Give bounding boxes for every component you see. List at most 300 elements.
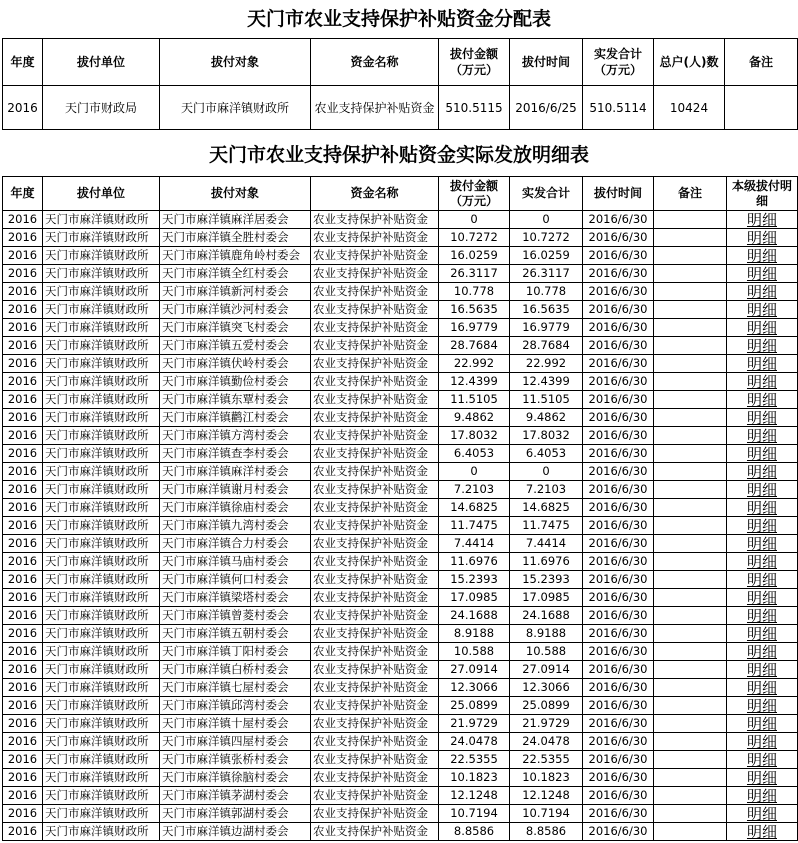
payer-cell: 天门市麻洋镇财政所 xyxy=(43,301,160,319)
detail-link[interactable]: 明细 xyxy=(727,499,798,517)
recipient-cell: 天门市麻洋镇曾菱村委会 xyxy=(160,607,311,625)
recipient-cell: 天门市麻洋镇麻洋村委会 xyxy=(160,463,311,481)
payer-cell: 天门市麻洋镇财政所 xyxy=(43,391,160,409)
paid-total-cell: 22.992 xyxy=(510,355,583,373)
remarks-cell xyxy=(654,427,727,445)
recipient-cell: 天门市麻洋镇马庙村委会 xyxy=(160,553,311,571)
remarks-cell xyxy=(654,823,727,841)
recipient-cell: 天门市麻洋镇鹿角岭村委会 xyxy=(160,247,311,265)
detail-link[interactable]: 明细 xyxy=(727,769,798,787)
fund-name-cell: 农业支持保护补贴资金 xyxy=(311,553,439,571)
recipient-cell: 天门市麻洋镇十屋村委会 xyxy=(160,715,311,733)
table-row xyxy=(3,355,798,373)
year-cell: 2016 xyxy=(3,499,43,517)
paid-total-cell: 10.778 xyxy=(510,283,583,301)
amount-cell: 7.2103 xyxy=(439,481,510,499)
fund-name-cell: 农业支持保护补贴资金 xyxy=(311,337,439,355)
detail-link[interactable]: 明细 xyxy=(727,373,798,391)
fund-name-cell: 农业支持保护补贴资金 xyxy=(311,463,439,481)
payer-cell: 天门市麻洋镇财政所 xyxy=(43,535,160,553)
detail-link[interactable]: 明细 xyxy=(727,427,798,445)
amount-cell: 25.0899 xyxy=(439,697,510,715)
payer-cell: 天门市麻洋镇财政所 xyxy=(43,751,160,769)
paid-total-cell: 9.4862 xyxy=(510,409,583,427)
recipient-cell: 天门市麻洋镇沙河村委会 xyxy=(160,301,311,319)
detail-link[interactable]: 明细 xyxy=(727,751,798,769)
recipient-cell: 天门市麻洋镇郭湖村委会 xyxy=(160,805,311,823)
paid-total-cell: 8.8586 xyxy=(510,823,583,841)
payer-cell: 天门市麻洋镇财政所 xyxy=(43,589,160,607)
payer-cell: 天门市麻洋镇财政所 xyxy=(43,625,160,643)
fund-name-cell: 农业支持保护补贴资金 xyxy=(311,823,439,841)
table-row xyxy=(3,337,798,355)
fund-name-cell: 农业支持保护补贴资金 xyxy=(311,607,439,625)
detail-link[interactable]: 明细 xyxy=(727,823,798,841)
date-cell: 2016/6/30 xyxy=(583,715,654,733)
year-cell: 2016 xyxy=(3,229,43,247)
year-cell: 2016 xyxy=(3,607,43,625)
detail-link[interactable]: 明细 xyxy=(727,409,798,427)
amount-cell: 22.992 xyxy=(439,355,510,373)
paid-total-cell: 27.0914 xyxy=(510,661,583,679)
detail-link[interactable]: 明细 xyxy=(727,283,798,301)
recipient-cell: 天门市麻洋镇梁塔村委会 xyxy=(160,589,311,607)
remarks-cell xyxy=(654,535,727,553)
date-cell: 2016/6/30 xyxy=(583,517,654,535)
remarks-cell xyxy=(654,643,727,661)
table-row xyxy=(3,391,798,409)
remarks-cell xyxy=(654,409,727,427)
table-row xyxy=(3,499,798,517)
remarks-cell xyxy=(654,805,727,823)
detail-link[interactable]: 明细 xyxy=(727,697,798,715)
amount-cell: 6.4053 xyxy=(439,445,510,463)
detail-link[interactable]: 明细 xyxy=(727,679,798,697)
date-cell: 2016/6/30 xyxy=(583,751,654,769)
date-cell: 2016/6/30 xyxy=(583,229,654,247)
paid-total-cell: 24.0478 xyxy=(510,733,583,751)
date-cell: 2016/6/30 xyxy=(583,589,654,607)
paid-total-cell: 7.2103 xyxy=(510,481,583,499)
amount-cell: 16.0259 xyxy=(439,247,510,265)
payer-cell: 天门市麻洋镇财政所 xyxy=(43,823,160,841)
detail-link[interactable]: 明细 xyxy=(727,661,798,679)
year-cell: 2016 xyxy=(3,265,43,283)
detail-link[interactable]: 明细 xyxy=(727,589,798,607)
amount-cell: 26.3117 xyxy=(439,265,510,283)
summary-remarks xyxy=(725,86,798,130)
year-cell: 2016 xyxy=(3,733,43,751)
paid-total-cell: 16.0259 xyxy=(510,247,583,265)
recipient-cell: 天门市麻洋镇全胜村委会 xyxy=(160,229,311,247)
fund-name-cell: 农业支持保护补贴资金 xyxy=(311,481,439,499)
payer-cell: 天门市麻洋镇财政所 xyxy=(43,517,160,535)
recipient-cell: 天门市麻洋镇边湖村委会 xyxy=(160,823,311,841)
paid-total-cell: 12.1248 xyxy=(510,787,583,805)
year-cell: 2016 xyxy=(3,283,43,301)
amount-cell: 15.2393 xyxy=(439,571,510,589)
recipient-cell: 天门市麻洋镇徐脑村委会 xyxy=(160,769,311,787)
year-cell: 2016 xyxy=(3,787,43,805)
paid-total-cell: 24.1688 xyxy=(510,607,583,625)
date-cell: 2016/6/30 xyxy=(583,769,654,787)
payer-cell: 天门市麻洋镇财政所 xyxy=(43,409,160,427)
remarks-cell xyxy=(654,787,727,805)
detail-link[interactable]: 明细 xyxy=(727,445,798,463)
detail-link[interactable]: 明细 xyxy=(727,319,798,337)
paid-total-cell: 10.588 xyxy=(510,643,583,661)
paid-total-cell: 17.8032 xyxy=(510,427,583,445)
fund-name-cell: 农业支持保护补贴资金 xyxy=(311,301,439,319)
remarks-cell xyxy=(654,355,727,373)
col-header-remarks: 备注 xyxy=(725,39,798,86)
recipient-cell: 天门市麻洋镇邱湾村委会 xyxy=(160,697,311,715)
remarks-cell xyxy=(654,247,727,265)
payer-cell: 天门市麻洋镇财政所 xyxy=(43,643,160,661)
col-header-amount: 拔付金额（万元） xyxy=(439,39,510,86)
date-cell: 2016/6/30 xyxy=(583,211,654,229)
remarks-cell xyxy=(654,229,727,247)
paid-total-cell: 8.9188 xyxy=(510,625,583,643)
amount-cell: 12.4399 xyxy=(439,373,510,391)
col-header-fund-name: 资金名称 xyxy=(311,177,439,211)
table-row xyxy=(3,211,798,229)
payer-cell: 天门市麻洋镇财政所 xyxy=(43,805,160,823)
paid-total-cell: 11.7475 xyxy=(510,517,583,535)
detail-link[interactable]: 明细 xyxy=(727,805,798,823)
amount-cell: 0 xyxy=(439,211,510,229)
payer-cell: 天门市麻洋镇财政所 xyxy=(43,337,160,355)
col-header-payer: 拔付单位 xyxy=(43,39,160,86)
recipient-cell: 天门市麻洋镇谢月村委会 xyxy=(160,481,311,499)
paid-total-cell: 7.4414 xyxy=(510,535,583,553)
table-row xyxy=(3,463,798,481)
col-header-year: 年度 xyxy=(3,177,43,211)
detail-link[interactable]: 明细 xyxy=(727,643,798,661)
remarks-cell xyxy=(654,499,727,517)
table-row xyxy=(3,679,798,697)
remarks-cell xyxy=(654,553,727,571)
paid-total-cell: 21.9729 xyxy=(510,715,583,733)
detail-link[interactable]: 明细 xyxy=(727,481,798,499)
table-row xyxy=(3,661,798,679)
paid-total-cell: 0 xyxy=(510,211,583,229)
payer-cell: 天门市麻洋镇财政所 xyxy=(43,229,160,247)
payer-cell: 天门市麻洋镇财政所 xyxy=(43,499,160,517)
table-row xyxy=(3,625,798,643)
year-cell: 2016 xyxy=(3,553,43,571)
date-cell: 2016/6/30 xyxy=(583,301,654,319)
detail-link[interactable]: 明细 xyxy=(727,787,798,805)
year-cell: 2016 xyxy=(3,391,43,409)
payer-cell: 天门市麻洋镇财政所 xyxy=(43,247,160,265)
year-cell: 2016 xyxy=(3,517,43,535)
fund-name-cell: 农业支持保护补贴资金 xyxy=(311,409,439,427)
date-cell: 2016/6/30 xyxy=(583,265,654,283)
recipient-cell: 天门市麻洋镇突飞村委会 xyxy=(160,319,311,337)
recipient-cell: 天门市麻洋镇勤俭村委会 xyxy=(160,373,311,391)
paid-total-cell: 22.5355 xyxy=(510,751,583,769)
table-row xyxy=(3,373,798,391)
year-cell: 2016 xyxy=(3,535,43,553)
fund-name-cell: 农业支持保护补贴资金 xyxy=(311,715,439,733)
year-cell: 2016 xyxy=(3,337,43,355)
remarks-cell xyxy=(654,463,727,481)
recipient-cell: 天门市麻洋镇张桥村委会 xyxy=(160,751,311,769)
recipient-cell: 天门市麻洋镇新河村委会 xyxy=(160,283,311,301)
detail-link[interactable]: 明细 xyxy=(727,553,798,571)
payer-cell: 天门市麻洋镇财政所 xyxy=(43,715,160,733)
date-cell: 2016/6/30 xyxy=(583,679,654,697)
remarks-cell xyxy=(654,625,727,643)
year-cell: 2016 xyxy=(3,427,43,445)
fund-name-cell: 农业支持保护补贴资金 xyxy=(311,283,439,301)
detail-link[interactable]: 明细 xyxy=(727,229,798,247)
col-header-payer: 拔付单位 xyxy=(43,177,160,211)
date-cell: 2016/6/30 xyxy=(583,373,654,391)
year-cell: 2016 xyxy=(3,373,43,391)
date-cell: 2016/6/30 xyxy=(583,643,654,661)
fund-name-cell: 农业支持保护补贴资金 xyxy=(311,787,439,805)
fund-name-cell: 农业支持保护补贴资金 xyxy=(311,751,439,769)
detail-link[interactable]: 明细 xyxy=(727,247,798,265)
year-cell: 2016 xyxy=(3,751,43,769)
detail-link[interactable]: 明细 xyxy=(727,715,798,733)
amount-cell: 28.7684 xyxy=(439,337,510,355)
year-cell: 2016 xyxy=(3,823,43,841)
table-row xyxy=(3,805,798,823)
amount-cell: 7.4414 xyxy=(439,535,510,553)
remarks-cell xyxy=(654,445,727,463)
date-cell: 2016/6/30 xyxy=(583,481,654,499)
year-cell: 2016 xyxy=(3,769,43,787)
remarks-cell xyxy=(654,337,727,355)
date-cell: 2016/6/30 xyxy=(583,823,654,841)
date-cell: 2016/6/30 xyxy=(583,607,654,625)
paid-total-cell: 11.6976 xyxy=(510,553,583,571)
year-cell: 2016 xyxy=(3,589,43,607)
col-header-year: 年度 xyxy=(3,39,43,86)
date-cell: 2016/6/30 xyxy=(583,283,654,301)
year-cell: 2016 xyxy=(3,463,43,481)
detail-link[interactable]: 明细 xyxy=(727,733,798,751)
table-row xyxy=(3,427,798,445)
table-row xyxy=(3,535,798,553)
detail-link[interactable]: 明细 xyxy=(727,355,798,373)
year-cell: 2016 xyxy=(3,247,43,265)
paid-total-cell: 6.4053 xyxy=(510,445,583,463)
paid-total-cell: 11.5105 xyxy=(510,391,583,409)
recipient-cell: 天门市麻洋镇查李村委会 xyxy=(160,445,311,463)
fund-name-cell: 农业支持保护补贴资金 xyxy=(311,769,439,787)
payer-cell: 天门市麻洋镇财政所 xyxy=(43,481,160,499)
detail-link[interactable]: 明细 xyxy=(727,535,798,553)
amount-cell: 10.778 xyxy=(439,283,510,301)
col-header-detail-link: 本级拔付明细 xyxy=(727,177,798,211)
detail-table xyxy=(2,176,798,841)
year-cell: 2016 xyxy=(3,805,43,823)
fund-name-cell: 农业支持保护补贴资金 xyxy=(311,733,439,751)
table-row xyxy=(3,607,798,625)
year-cell: 2016 xyxy=(3,481,43,499)
payer-cell: 天门市麻洋镇财政所 xyxy=(43,571,160,589)
amount-cell: 11.5105 xyxy=(439,391,510,409)
detail-link[interactable]: 明细 xyxy=(727,625,798,643)
col-header-remarks: 备注 xyxy=(654,177,727,211)
summary-table xyxy=(2,38,798,130)
recipient-cell: 天门市麻洋镇七屋村委会 xyxy=(160,679,311,697)
date-cell: 2016/6/30 xyxy=(583,337,654,355)
detail-title: 天门市农业支持保护补贴资金实际发放明细表 xyxy=(208,144,589,166)
recipient-cell: 天门市麻洋镇鹳江村委会 xyxy=(160,409,311,427)
fund-name-cell: 农业支持保护补贴资金 xyxy=(311,427,439,445)
payer-cell: 天门市麻洋镇财政所 xyxy=(43,373,160,391)
date-cell: 2016/6/30 xyxy=(583,355,654,373)
amount-cell: 12.3066 xyxy=(439,679,510,697)
fund-name-cell: 农业支持保护补贴资金 xyxy=(311,499,439,517)
year-cell: 2016 xyxy=(3,643,43,661)
table-row xyxy=(3,229,798,247)
fund-name-cell: 农业支持保护补贴资金 xyxy=(311,643,439,661)
detail-link[interactable]: 明细 xyxy=(727,211,798,229)
paid-total-cell: 17.0985 xyxy=(510,589,583,607)
remarks-cell xyxy=(654,769,727,787)
year-cell: 2016 xyxy=(3,355,43,373)
amount-cell: 22.5355 xyxy=(439,751,510,769)
detail-link[interactable]: 明细 xyxy=(727,301,798,319)
paid-total-cell: 12.4399 xyxy=(510,373,583,391)
date-cell: 2016/6/30 xyxy=(583,733,654,751)
recipient-cell: 天门市麻洋镇四屋村委会 xyxy=(160,733,311,751)
table-row xyxy=(3,787,798,805)
fund-name-cell: 农业支持保护补贴资金 xyxy=(311,571,439,589)
table-row xyxy=(3,733,798,751)
detail-link[interactable]: 明细 xyxy=(727,517,798,535)
payer-cell: 天门市麻洋镇财政所 xyxy=(43,283,160,301)
detail-table-body xyxy=(3,211,798,841)
detail-link[interactable]: 明细 xyxy=(727,463,798,481)
year-cell: 2016 xyxy=(3,697,43,715)
remarks-cell xyxy=(654,319,727,337)
col-header-recipient: 拔付对象 xyxy=(160,39,311,86)
recipient-cell: 天门市麻洋镇麻洋居委会 xyxy=(160,211,311,229)
table-row xyxy=(3,715,798,733)
col-header-date: 拔付时间 xyxy=(583,177,654,211)
amount-cell: 17.8032 xyxy=(439,427,510,445)
fund-name-cell: 农业支持保护补贴资金 xyxy=(311,679,439,697)
summary-fund-name: 农业支持保护补贴资金 xyxy=(311,86,439,130)
date-cell: 2016/6/30 xyxy=(583,427,654,445)
amount-cell: 12.1248 xyxy=(439,787,510,805)
table-row xyxy=(3,409,798,427)
remarks-cell xyxy=(654,517,727,535)
summary-amount: 510.5115 xyxy=(439,86,510,130)
paid-total-cell: 25.0899 xyxy=(510,697,583,715)
year-cell: 2016 xyxy=(3,211,43,229)
date-cell: 2016/6/30 xyxy=(583,247,654,265)
paid-total-cell: 14.6825 xyxy=(510,499,583,517)
payer-cell: 天门市麻洋镇财政所 xyxy=(43,355,160,373)
date-cell: 2016/6/30 xyxy=(583,625,654,643)
remarks-cell xyxy=(654,697,727,715)
remarks-cell xyxy=(654,751,727,769)
fund-name-cell: 农业支持保护补贴资金 xyxy=(311,697,439,715)
table-row xyxy=(3,301,798,319)
paid-total-cell: 16.5635 xyxy=(510,301,583,319)
recipient-cell: 天门市麻洋镇茅湖村委会 xyxy=(160,787,311,805)
amount-cell: 27.0914 xyxy=(439,661,510,679)
remarks-cell xyxy=(654,733,727,751)
amount-cell: 16.5635 xyxy=(439,301,510,319)
payer-cell: 天门市麻洋镇财政所 xyxy=(43,733,160,751)
detail-header-row xyxy=(3,177,798,211)
fund-name-cell: 农业支持保护补贴资金 xyxy=(311,535,439,553)
detail-link[interactable]: 明细 xyxy=(727,265,798,283)
paid-total-cell: 10.1823 xyxy=(510,769,583,787)
year-cell: 2016 xyxy=(3,661,43,679)
fund-name-cell: 农业支持保护补贴资金 xyxy=(311,625,439,643)
paid-total-cell: 26.3117 xyxy=(510,265,583,283)
payer-cell: 天门市麻洋镇财政所 xyxy=(43,697,160,715)
year-cell: 2016 xyxy=(3,679,43,697)
fund-name-cell: 农业支持保护补贴资金 xyxy=(311,247,439,265)
col-header-paid-total: 实发合计（万元） xyxy=(583,39,654,86)
paid-total-cell: 0 xyxy=(510,463,583,481)
table-row xyxy=(3,247,798,265)
fund-name-cell: 农业支持保护补贴资金 xyxy=(311,661,439,679)
col-header-fund-name: 资金名称 xyxy=(311,39,439,86)
amount-cell: 21.9729 xyxy=(439,715,510,733)
table-row xyxy=(3,265,798,283)
date-cell: 2016/6/30 xyxy=(583,805,654,823)
recipient-cell: 天门市麻洋镇东覃村委会 xyxy=(160,391,311,409)
detail-link[interactable]: 明细 xyxy=(727,391,798,409)
table-row xyxy=(3,283,798,301)
fund-name-cell: 农业支持保护补贴资金 xyxy=(311,265,439,283)
remarks-cell xyxy=(654,391,727,409)
payer-cell: 天门市麻洋镇财政所 xyxy=(43,445,160,463)
detail-link[interactable]: 明细 xyxy=(727,607,798,625)
paid-total-cell: 10.7194 xyxy=(510,805,583,823)
paid-total-cell: 10.7272 xyxy=(510,229,583,247)
amount-cell: 16.9779 xyxy=(439,319,510,337)
payer-cell: 天门市麻洋镇财政所 xyxy=(43,661,160,679)
date-cell: 2016/6/30 xyxy=(583,445,654,463)
year-cell: 2016 xyxy=(3,445,43,463)
detail-link[interactable]: 明细 xyxy=(727,571,798,589)
recipient-cell: 天门市麻洋镇全红村委会 xyxy=(160,265,311,283)
amount-cell: 8.8586 xyxy=(439,823,510,841)
col-header-recipient: 拔付对象 xyxy=(160,177,311,211)
amount-cell: 17.0985 xyxy=(439,589,510,607)
payer-cell: 天门市麻洋镇财政所 xyxy=(43,787,160,805)
remarks-cell xyxy=(654,571,727,589)
fund-name-cell: 农业支持保护补贴资金 xyxy=(311,391,439,409)
table-row xyxy=(3,589,798,607)
table-row xyxy=(3,517,798,535)
detail-link[interactable]: 明细 xyxy=(727,337,798,355)
table-row xyxy=(3,481,798,499)
fund-name-cell: 农业支持保护补贴资金 xyxy=(311,589,439,607)
table-row xyxy=(3,751,798,769)
date-cell: 2016/6/30 xyxy=(583,463,654,481)
amount-cell: 10.7194 xyxy=(439,805,510,823)
table-row xyxy=(3,571,798,589)
recipient-cell: 天门市麻洋镇五朝村委会 xyxy=(160,625,311,643)
fund-name-cell: 农业支持保护补贴资金 xyxy=(311,319,439,337)
col-header-households: 总户(人)数 xyxy=(654,39,725,86)
table-row xyxy=(3,445,798,463)
